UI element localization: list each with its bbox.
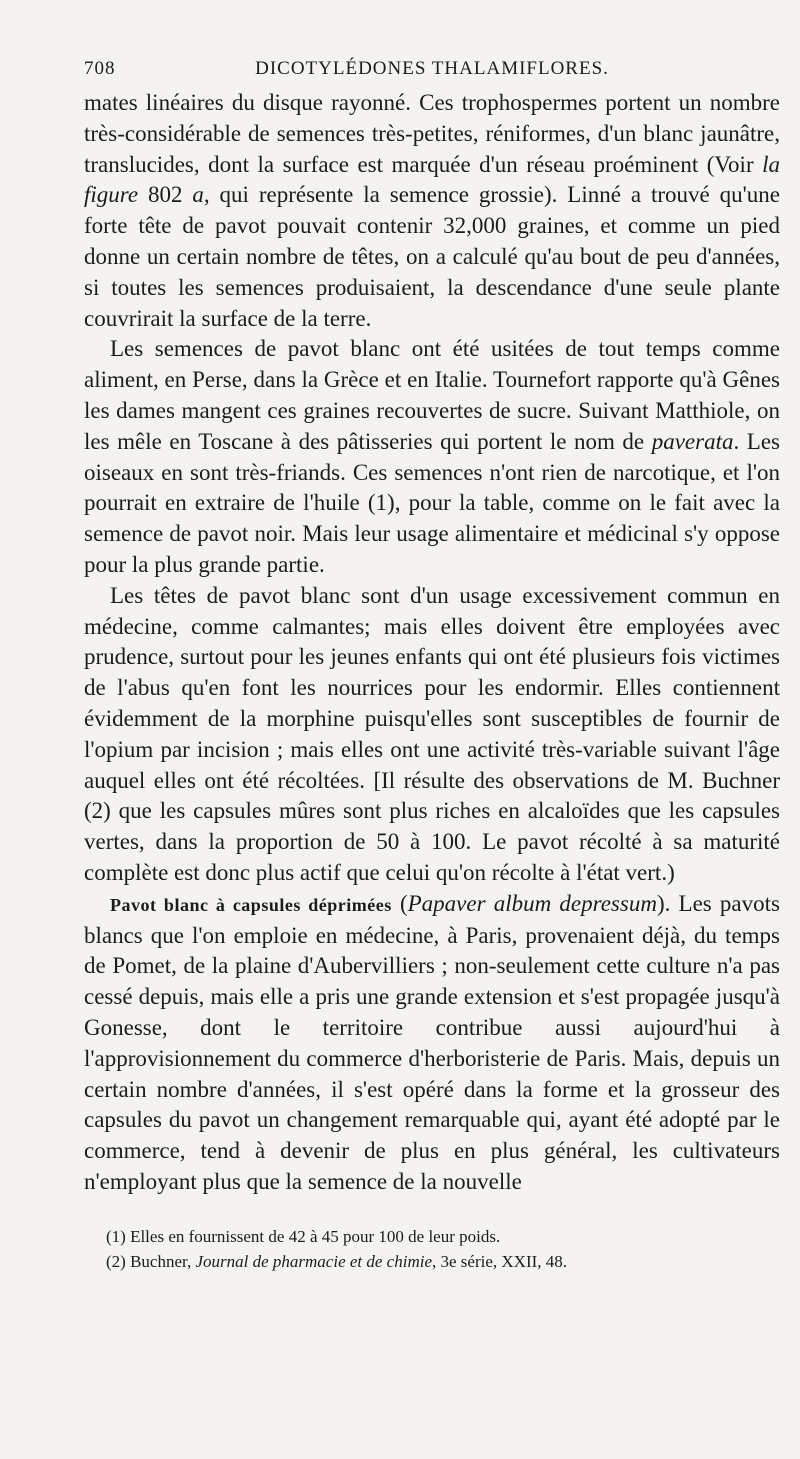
book-page [84, 58, 780, 1274]
italic-run: Papaver album depressum [407, 890, 657, 916]
text-run: mates linéaires du disque rayonné. Ces trophospermes portent un nombre très-considérable de semences très-petites, réniformes, d'un blanc jaunâtre, translucides, dont la surface est marquée d'un réseau proéminent (Voir [84, 90, 780, 177]
running-head [84, 58, 780, 88]
italic-run: la figure [84, 151, 780, 208]
text-run: . Les oiseaux en sont très-friands. Ces semences n'ont rien de narcotique, et l'on pourrait en extraire de l'huile (1), pour la table, comme on le fait avec la semence de pavot noir. Mais leur usage alimentaire et médicinal s'y oppose pour la plus grande partie. [84, 428, 780, 577]
paragraph [84, 581, 780, 889]
text-run: Les têtes de pavot blanc sont d'un usage excessivement commun en médecine, comme calmantes; mais elles doivent être employées avec prudence, surtout pour les jeunes enfants qui ont été plusieurs fois victimes de l'abus qu'en font les nourrices pour les endormir. Elles contiennent évidemment de la morphine puisqu'elles sont susceptibles de fournir de l'opium par incision ; mais elles ont une activité très-variable suivant l'âge auquel elles ont été récoltées. [Il résulte des observations de M. Buchner (2) que les capsules mûres sont plus riches en alcaloïdes que les capsules vertes, dans la proportion de 50 à 100. Le pavot récolté à sa maturité complète est donc plus actif que celui qu'on récolte à l'état vert.) [84, 582, 780, 885]
text-run: (2) Buchner, [106, 1251, 196, 1271]
body-text [84, 88, 780, 1198]
section-heading: Pavot blanc à capsules déprimées [110, 894, 392, 915]
text-run: (1) Elles en fournissent de 42 à 45 pour 100 de leur poids. [106, 1226, 501, 1246]
text-run: , 3e série, XXII, 48. [432, 1251, 568, 1271]
paragraph [84, 889, 780, 1198]
spacer [84, 1198, 780, 1224]
text-run: ( [391, 890, 408, 916]
italic-run: Journal de pharmacie et de chimie [195, 1251, 432, 1271]
text-run: 802 [138, 182, 193, 208]
text-run: , qui représente la semence grossie). Linné a trouvé qu'une forte tête de pavot pouvait contenir 32,000 graines, et comme un pied donne un certain nombre de têtes, on a calculé qu'au bout de peu d'années, si toutes les semences produisaient, la descendance d'une seule plante couvrirait la surface de la terre. [84, 182, 780, 331]
running-title: DICOTYLÉDONES THALAMIFLORES. [255, 58, 609, 79]
footnote [84, 1249, 780, 1274]
paragraph [84, 334, 780, 580]
text-run: Les semences de pavot blanc ont été usitées de tout temps comme aliment, en Perse, dans la Grèce et en Italie. Tournefort rapporte qu'à Gênes les dames mangent ces graines recouvertes de sucre. Suivant Matthiole, on les mêle en Toscane à des pâtisseries qui portent le nom de [84, 336, 780, 454]
footnotes [84, 1224, 780, 1274]
footnote [84, 1224, 780, 1249]
page-number: 708 [84, 58, 116, 79]
italic-run: a [192, 182, 204, 208]
paragraph [84, 88, 780, 334]
italic-run: paverata [651, 428, 734, 454]
text-run: ). Les pavots blancs que l'on emploie en médecine, à Paris, provenaient déjà, du temps de Pomet, de la plaine d'Aubervilliers ; non-seulement cette culture n'a pas cessé depuis, mais elle a pris une grande extension et s'est propagée jusqu'à Gonesse, dont le territoire contribue aussi aujourd'hui à l'approvisionnement du commerce d'herboristerie de Paris. Mais, depuis un certain nombre d'années, il s'est opéré dans la forme et la grosseur des capsules du pavot un changement remarquable qui, ayant été adopté par le commerce, tend à devenir de plus en plus général, les cultivateurs n'employant plus que la semence de la nouvelle [84, 890, 780, 1194]
